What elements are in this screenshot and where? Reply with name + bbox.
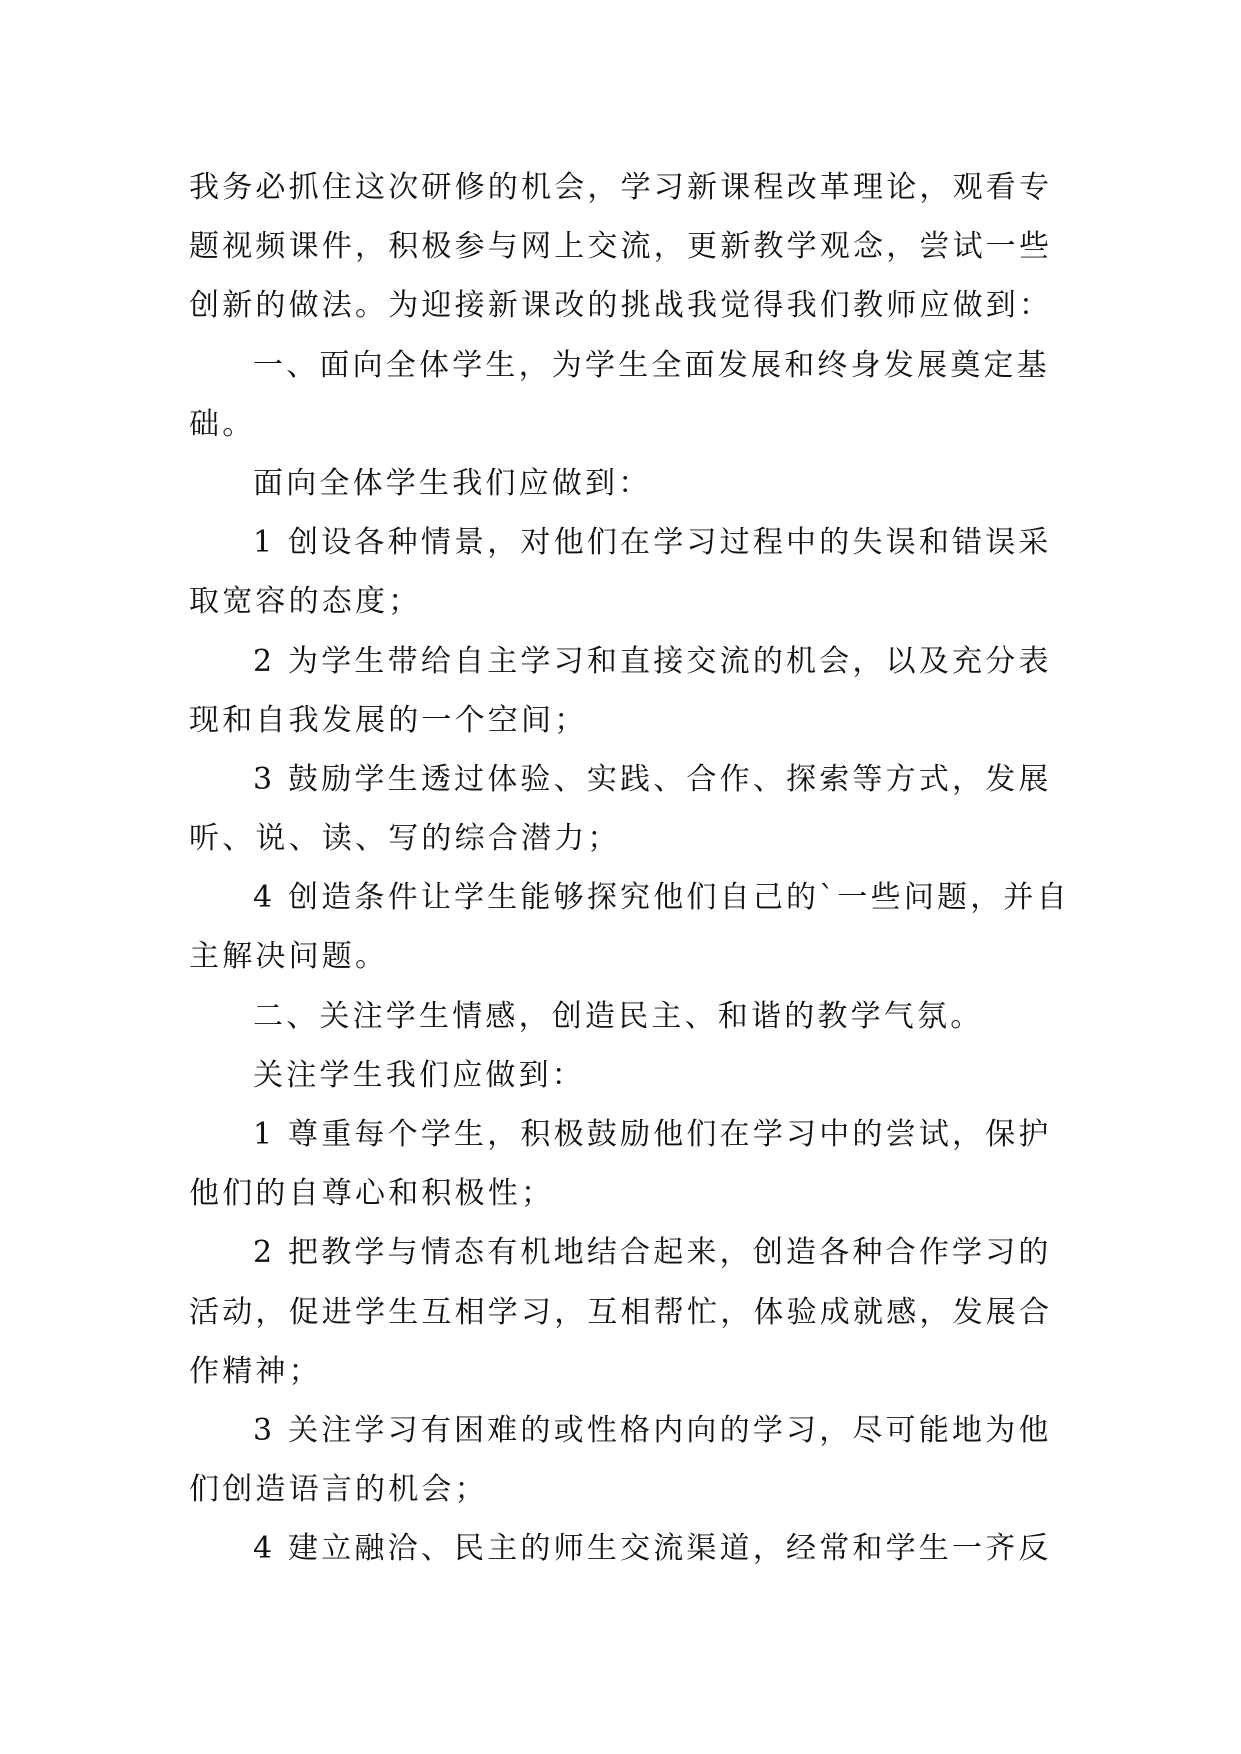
paragraph: [189, 987, 1069, 1046]
document-body: [189, 158, 1069, 1579]
paragraph: [189, 1401, 1069, 1519]
paragraph-line: 面向全体学生我们应做到：: [253, 465, 652, 501]
paragraph-line: 4 创造条件让学生能够探究他们自己的`一些问题，并自: [253, 880, 1070, 916]
paragraph-line: 创新的做法。为迎接新课改的挑战我觉得我们教师应做到：: [189, 288, 1053, 324]
paragraph-line: 2 为学生带给自主学习和直接交流的机会，以及充分表: [253, 643, 1052, 679]
paragraph-line: 活动，促进学生互相学习，互相帮忙，体验成就感，发展合: [189, 1294, 1053, 1330]
paragraph: [189, 513, 1069, 631]
paragraph-line: 取宽容的态度；: [189, 584, 422, 620]
paragraph: [189, 1046, 1069, 1105]
paragraph-line: 1 尊重每个学生，积极鼓励他们在学习中的尝试，保护: [253, 1117, 1052, 1152]
paragraph: [189, 1223, 1069, 1401]
paragraph: [189, 632, 1069, 750]
paragraph-line: 们创造语言的机会；: [189, 1472, 488, 1508]
paragraph-line: 础。: [189, 406, 256, 442]
paragraph-line: 二、关注学生情感，创造民主、和谐的教学气氛。: [253, 998, 984, 1034]
paragraph: [189, 158, 1069, 336]
paragraph-line: 主解决问题。: [189, 939, 389, 975]
paragraph-line: 我务必抓住这次研修的机会，学习新课程改革理论，观看专: [189, 170, 1053, 205]
paragraph: [189, 336, 1069, 454]
paragraph: [189, 454, 1069, 513]
paragraph: [189, 1105, 1069, 1223]
paragraph-line: 他们的自尊心和积极性；: [189, 1176, 555, 1212]
paragraph-line: 关注学生我们应做到：: [253, 1057, 585, 1093]
paragraph-line: 3 鼓励学生透过体验、实践、合作、探索等方式，发展: [253, 761, 1052, 797]
paragraph-line: 2 把教学与情态有机地结合起来，创造各种合作学习的: [253, 1235, 1052, 1271]
paragraph-line: 作精神；: [189, 1353, 322, 1389]
paragraph: [189, 1519, 1069, 1578]
paragraph: [189, 868, 1069, 986]
paragraph-line: 3 关注学习有困难的或性格内向的学习，尽可能地为他: [253, 1412, 1052, 1448]
paragraph-line: 听、说、读、写的综合潜力；: [189, 821, 621, 857]
paragraph-line: 4 建立融洽、民主的师生交流渠道，经常和学生一齐反: [253, 1531, 1052, 1567]
paragraph-line: 题视频课件，积极参与网上交流，更新教学观念，尝试一些: [189, 229, 1053, 265]
paragraph: [189, 750, 1069, 868]
paragraph-line: 一、面向全体学生，为学生全面发展和终身发展奠定基: [253, 347, 1050, 383]
paragraph-line: 1 创设各种情景，对他们在学习过程中的失误和错误采: [253, 525, 1052, 561]
paragraph-line: 现和自我发展的一个空间；: [189, 702, 588, 738]
